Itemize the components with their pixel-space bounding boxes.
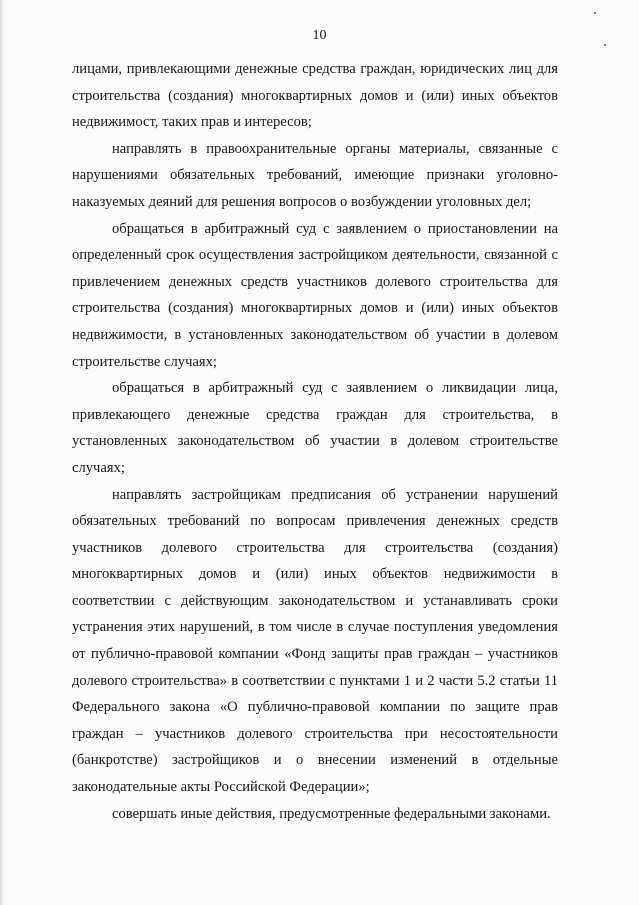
paragraph-orders: направлять застройщикам предписания об устранении нарушений обязательных требований по вопросам привлечения денежных средств участников долевого строительства для строительства (создания) многоквартирных домов и (или) иных объектов недвижимости в соответствии с действующим законодательством и устанавливать сроки устранения этих нарушений, в том числе в случае поступления уведомления от публично-правовой компании «Фонд защиты прав граждан – участников долевого строительства» в соответствии с пунктами 1 и 2 части 5.2 статьи 11 Федерального закона «О публично-правовой компании по защите прав граждан – участников долевого строительства при несостоятельности (банкротстве) застройщиков и о внесении изменений в отдельные законодательные акты Российской Федерации»; <box>72 486 558 796</box>
paragraph-continuation: лицами, привлекающими денежные средства граждан, юридических лиц для строительства (создания) многоквартирных домов и (или) иных объектов недвижимост, таких прав и интересов; <box>72 61 558 131</box>
scan-speck <box>594 12 596 14</box>
paragraph-liquidation-claim: обращаться в арбитражный суд с заявлением о ликвидации лица, привлекающего денежные средства граждан для строительства, в установленных законодательством об участии в долевом строительстве случаях; <box>72 380 558 476</box>
scan-edge-shadow <box>0 0 3 905</box>
document-body <box>72 56 558 827</box>
scan-speck <box>604 44 606 46</box>
paragraph-law-enforcement: направлять в правоохранительные органы материалы, связанные с нарушениями обязательных требований, имеющие признаки уголовно-наказуемых деяний для решения вопросов о возбуждении уголовных дел; <box>72 140 558 210</box>
paragraph-other-actions: совершать иные действия, предусмотренные федеральными законами. <box>112 805 551 822</box>
paragraph-suspension-claim: обращаться в арбитражный суд с заявлением о приостановлении на определенный срок осуществления застройщиком деятельности, связанной с привлечением денежных средств участников долевого строительства для строительства (создания) многоквартирных домов и (или) иных объектов недвижимости, в установленных законодательством об участии в долевом строительстве случаях; <box>72 220 558 370</box>
page-number: 10 <box>312 28 327 43</box>
